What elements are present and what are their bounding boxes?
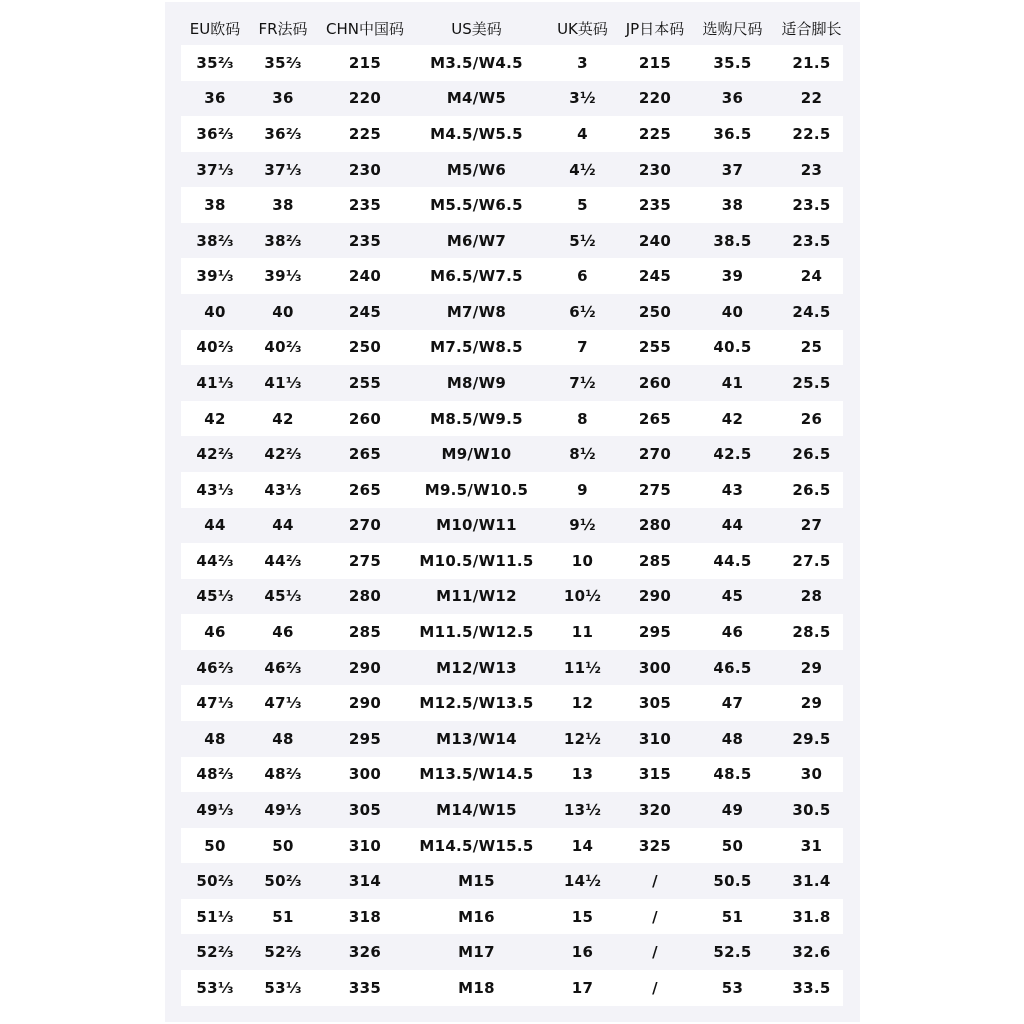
cell-chn: 300 — [348, 765, 382, 784]
cell-fr: 40⅔ — [264, 338, 302, 357]
cell-foot-length: 25.5 — [792, 373, 831, 392]
cell-chn: 290 — [348, 694, 382, 713]
cell-foot-length: 32.6 — [792, 943, 831, 962]
cell-jp: / — [652, 907, 658, 926]
cell-eu: 38 — [204, 196, 226, 215]
cell-us: M17 — [458, 943, 495, 962]
cell-jp: 270 — [638, 445, 672, 464]
table-row — [181, 543, 843, 579]
cell-uk: 4½ — [569, 160, 596, 179]
cell-us: M8.5/W9.5 — [430, 409, 523, 428]
cell-fr: 48 — [272, 729, 294, 748]
cell-chn: 215 — [348, 53, 382, 72]
cell-chn: 230 — [348, 160, 382, 179]
cell-jp: 245 — [638, 267, 672, 286]
header-us: US美码 — [451, 19, 502, 38]
cell-fr: 46 — [272, 623, 294, 642]
cell-uk: 9 — [577, 480, 588, 499]
cell-jp: 250 — [638, 302, 672, 321]
cell-select-size: 38 — [721, 196, 744, 215]
cell-uk: 7½ — [569, 373, 596, 392]
cell-select-size: 48.5 — [713, 765, 752, 784]
cell-uk: 10 — [571, 551, 594, 570]
cell-jp: / — [652, 978, 658, 997]
cell-eu: 43⅓ — [196, 480, 234, 499]
cell-select-size: 42.5 — [713, 445, 752, 464]
cell-jp: 320 — [638, 800, 672, 819]
cell-eu: 52⅔ — [196, 943, 234, 962]
header-eu: EU欧码 — [189, 19, 241, 38]
cell-us: M6/W7 — [446, 231, 507, 250]
cell-fr: 42 — [272, 409, 294, 428]
cell-select-size: 44.5 — [713, 551, 752, 570]
table-row — [181, 757, 843, 793]
cell-select-size: 52.5 — [713, 943, 752, 962]
table-row — [181, 365, 843, 401]
cell-uk: 8 — [577, 409, 588, 428]
cell-jp: 325 — [638, 836, 672, 855]
cell-select-size: 40 — [721, 302, 744, 321]
cell-chn: 295 — [348, 729, 382, 748]
cell-us: M18 — [458, 978, 495, 997]
cell-foot-length: 30.5 — [792, 800, 831, 819]
cell-chn: 270 — [348, 516, 382, 535]
table-row — [181, 294, 843, 330]
cell-chn: 285 — [348, 623, 382, 642]
header-jp: JP日本码 — [625, 19, 685, 38]
cell-us: M6.5/W7.5 — [430, 267, 523, 286]
cell-chn: 275 — [348, 551, 382, 570]
cell-select-size: 41 — [721, 373, 744, 392]
cell-eu: 48 — [204, 729, 226, 748]
table-row — [181, 721, 843, 757]
cell-uk: 6½ — [569, 302, 596, 321]
cell-eu: 37⅓ — [196, 160, 234, 179]
cell-foot-length: 24 — [800, 267, 823, 286]
cell-chn: 260 — [348, 409, 382, 428]
cell-eu: 39⅓ — [196, 267, 234, 286]
cell-uk: 5½ — [569, 231, 596, 250]
cell-jp: 275 — [638, 480, 672, 499]
cell-select-size: 35.5 — [713, 53, 752, 72]
cell-jp: 280 — [638, 516, 672, 535]
cell-us: M15 — [458, 872, 495, 891]
cell-select-size: 50.5 — [713, 872, 752, 891]
header-select-size: 选购尺码 — [702, 19, 763, 38]
table-row — [181, 472, 843, 508]
cell-uk: 11½ — [563, 658, 602, 677]
table-row — [181, 508, 843, 544]
cell-jp: 215 — [638, 53, 672, 72]
cell-us: M8/W9 — [446, 373, 507, 392]
cell-us: M10.5/W11.5 — [419, 551, 534, 570]
cell-jp: 260 — [638, 373, 672, 392]
cell-select-size: 53 — [721, 978, 744, 997]
table-header — [181, 12, 843, 44]
cell-eu: 38⅔ — [196, 231, 234, 250]
cell-foot-length: 27 — [800, 516, 823, 535]
cell-fr: 39⅓ — [264, 267, 302, 286]
cell-us: M9.5/W10.5 — [424, 480, 529, 499]
table-row — [181, 187, 843, 223]
cell-uk: 5 — [577, 196, 588, 215]
cell-uk: 3½ — [569, 89, 596, 108]
cell-select-size: 42 — [721, 409, 744, 428]
cell-us: M11.5/W12.5 — [419, 623, 534, 642]
cell-eu: 42 — [204, 409, 226, 428]
cell-uk: 3 — [577, 53, 588, 72]
cell-eu: 44 — [204, 516, 226, 535]
cell-select-size: 43 — [721, 480, 744, 499]
cell-jp: 220 — [638, 89, 672, 108]
cell-foot-length: 29 — [800, 658, 823, 677]
cell-fr: 38 — [272, 196, 294, 215]
cell-eu: 51⅓ — [196, 907, 234, 926]
cell-jp: 295 — [638, 623, 672, 642]
cell-jp: 305 — [638, 694, 672, 713]
cell-eu: 46⅔ — [196, 658, 234, 677]
cell-foot-length: 21.5 — [792, 53, 831, 72]
cell-chn: 310 — [348, 836, 382, 855]
cell-fr: 50 — [272, 836, 294, 855]
table-row — [181, 579, 843, 615]
cell-chn: 335 — [348, 978, 382, 997]
cell-eu: 35⅔ — [196, 53, 234, 72]
table-row — [181, 258, 843, 294]
cell-jp: 235 — [638, 196, 672, 215]
cell-foot-length: 23.5 — [792, 231, 831, 250]
cell-foot-length: 29.5 — [792, 729, 831, 748]
cell-fr: 38⅔ — [264, 231, 302, 250]
table-row — [181, 614, 843, 650]
cell-fr: 45⅓ — [264, 587, 302, 606]
cell-chn: 326 — [348, 943, 382, 962]
cell-uk: 13½ — [563, 800, 602, 819]
cell-foot-length: 31.8 — [792, 907, 831, 926]
cell-eu: 45⅓ — [196, 587, 234, 606]
size-table — [181, 45, 843, 1006]
cell-fr: 36⅔ — [264, 124, 302, 143]
cell-eu: 42⅔ — [196, 445, 234, 464]
cell-select-size: 36 — [721, 89, 744, 108]
cell-foot-length: 26.5 — [792, 445, 831, 464]
cell-eu: 46 — [204, 623, 226, 642]
table-row — [181, 970, 843, 1006]
cell-foot-length: 29 — [800, 694, 823, 713]
cell-select-size: 46 — [721, 623, 744, 642]
cell-chn: 318 — [348, 907, 382, 926]
cell-jp: 290 — [638, 587, 672, 606]
cell-select-size: 51 — [721, 907, 744, 926]
cell-foot-length: 25 — [800, 338, 823, 357]
cell-chn: 265 — [348, 480, 382, 499]
table-row — [181, 650, 843, 686]
cell-us: M13/W14 — [436, 729, 517, 748]
cell-eu: 36⅔ — [196, 124, 234, 143]
cell-chn: 290 — [348, 658, 382, 677]
cell-chn: 255 — [348, 373, 382, 392]
cell-eu: 36 — [204, 89, 226, 108]
cell-us: M10/W11 — [436, 516, 517, 535]
cell-fr: 41⅓ — [264, 373, 302, 392]
cell-foot-length: 31 — [800, 836, 823, 855]
cell-jp: / — [652, 872, 658, 891]
cell-us: M4.5/W5.5 — [430, 124, 523, 143]
cell-uk: 14 — [571, 836, 594, 855]
cell-fr: 36 — [272, 89, 294, 108]
table-row — [181, 685, 843, 721]
cell-eu: 53⅓ — [196, 978, 234, 997]
cell-us: M16 — [458, 907, 495, 926]
header-chn: CHN中国码 — [326, 19, 404, 38]
cell-us: M3.5/W4.5 — [430, 53, 523, 72]
table-row — [181, 828, 843, 864]
cell-eu: 40⅔ — [196, 338, 234, 357]
cell-chn: 314 — [348, 872, 382, 891]
table-row — [181, 45, 843, 81]
cell-jp: 225 — [638, 124, 672, 143]
cell-jp: 285 — [638, 551, 672, 570]
cell-eu: 47⅓ — [196, 694, 234, 713]
cell-eu: 44⅔ — [196, 551, 234, 570]
cell-chn: 235 — [348, 196, 382, 215]
cell-select-size: 37 — [721, 160, 744, 179]
cell-fr: 37⅓ — [264, 160, 302, 179]
cell-chn: 305 — [348, 800, 382, 819]
cell-jp: 230 — [638, 160, 672, 179]
cell-foot-length: 33.5 — [792, 978, 831, 997]
cell-jp: / — [652, 943, 658, 962]
cell-chn: 240 — [348, 267, 382, 286]
cell-foot-length: 27.5 — [792, 551, 831, 570]
table-row — [181, 81, 843, 117]
cell-jp: 315 — [638, 765, 672, 784]
cell-select-size: 44 — [721, 516, 744, 535]
cell-fr: 50⅔ — [264, 872, 302, 891]
cell-fr: 49⅓ — [264, 800, 302, 819]
table-row — [181, 436, 843, 472]
cell-jp: 265 — [638, 409, 672, 428]
cell-foot-length: 23.5 — [792, 196, 831, 215]
cell-uk: 12 — [571, 694, 594, 713]
cell-jp: 255 — [638, 338, 672, 357]
table-row — [181, 899, 843, 935]
cell-fr: 47⅓ — [264, 694, 302, 713]
cell-uk: 17 — [571, 978, 594, 997]
cell-eu: 49⅓ — [196, 800, 234, 819]
cell-uk: 12½ — [563, 729, 602, 748]
table-row — [181, 152, 843, 188]
cell-us: M11/W12 — [436, 587, 517, 606]
cell-select-size: 49 — [721, 800, 744, 819]
cell-chn: 265 — [348, 445, 382, 464]
cell-eu: 48⅔ — [196, 765, 234, 784]
cell-foot-length: 23 — [800, 160, 823, 179]
table-row — [181, 330, 843, 366]
cell-select-size: 39 — [721, 267, 744, 286]
cell-uk: 9½ — [569, 516, 596, 535]
cell-eu: 50 — [204, 836, 226, 855]
cell-foot-length: 28.5 — [792, 623, 831, 642]
cell-uk: 11 — [571, 623, 594, 642]
cell-us: M14.5/W15.5 — [419, 836, 534, 855]
cell-fr: 44⅔ — [264, 551, 302, 570]
cell-fr: 46⅔ — [264, 658, 302, 677]
cell-fr: 43⅓ — [264, 480, 302, 499]
cell-fr: 48⅔ — [264, 765, 302, 784]
cell-foot-length: 28 — [800, 587, 823, 606]
cell-eu: 40 — [204, 302, 226, 321]
cell-select-size: 38.5 — [713, 231, 752, 250]
cell-foot-length: 22 — [800, 89, 823, 108]
cell-foot-length: 22.5 — [792, 124, 831, 143]
cell-jp: 240 — [638, 231, 672, 250]
cell-chn: 245 — [348, 302, 382, 321]
cell-select-size: 40.5 — [713, 338, 752, 357]
cell-select-size: 50 — [721, 836, 744, 855]
table-row — [181, 792, 843, 828]
cell-fr: 44 — [272, 516, 294, 535]
cell-foot-length: 26 — [800, 409, 823, 428]
cell-fr: 35⅔ — [264, 53, 302, 72]
table-row — [181, 863, 843, 899]
cell-us: M13.5/W14.5 — [419, 765, 534, 784]
cell-us: M12/W13 — [436, 658, 517, 677]
cell-uk: 4 — [577, 124, 588, 143]
cell-chn: 225 — [348, 124, 382, 143]
cell-eu: 41⅓ — [196, 373, 234, 392]
header-foot-length: 适合脚长 — [781, 19, 842, 38]
cell-chn: 235 — [348, 231, 382, 250]
cell-chn: 220 — [348, 89, 382, 108]
table-row — [181, 223, 843, 259]
cell-us: M4/W5 — [446, 89, 507, 108]
cell-select-size: 47 — [721, 694, 744, 713]
cell-jp: 300 — [638, 658, 672, 677]
cell-foot-length: 24.5 — [792, 302, 831, 321]
cell-select-size: 36.5 — [713, 124, 752, 143]
cell-jp: 310 — [638, 729, 672, 748]
cell-select-size: 46.5 — [713, 658, 752, 677]
table-row — [181, 401, 843, 437]
cell-uk: 16 — [571, 943, 594, 962]
cell-fr: 52⅔ — [264, 943, 302, 962]
cell-us: M7.5/W8.5 — [430, 338, 523, 357]
cell-uk: 15 — [571, 907, 594, 926]
cell-select-size: 45 — [721, 587, 744, 606]
cell-fr: 51 — [272, 907, 294, 926]
table-row — [181, 116, 843, 152]
cell-us: M9/W10 — [441, 445, 512, 464]
cell-foot-length: 31.4 — [792, 872, 831, 891]
cell-chn: 280 — [348, 587, 382, 606]
cell-us: M7/W8 — [446, 302, 507, 321]
cell-uk: 7 — [577, 338, 588, 357]
cell-uk: 14½ — [563, 872, 602, 891]
table-row — [181, 934, 843, 970]
cell-uk: 8½ — [569, 445, 596, 464]
cell-uk: 13 — [571, 765, 594, 784]
cell-us: M5/W6 — [446, 160, 507, 179]
cell-fr: 42⅔ — [264, 445, 302, 464]
cell-foot-length: 26.5 — [792, 480, 831, 499]
cell-fr: 40 — [272, 302, 294, 321]
header-fr: FR法码 — [258, 19, 308, 38]
cell-us: M12.5/W13.5 — [419, 694, 534, 713]
cell-us: M5.5/W6.5 — [430, 196, 523, 215]
cell-us: M14/W15 — [436, 800, 517, 819]
cell-uk: 10½ — [563, 587, 602, 606]
cell-select-size: 48 — [721, 729, 744, 748]
cell-eu: 50⅔ — [196, 872, 234, 891]
cell-foot-length: 30 — [800, 765, 823, 784]
cell-chn: 250 — [348, 338, 382, 357]
cell-uk: 6 — [577, 267, 588, 286]
cell-fr: 53⅓ — [264, 978, 302, 997]
header-uk: UK英码 — [557, 19, 608, 38]
